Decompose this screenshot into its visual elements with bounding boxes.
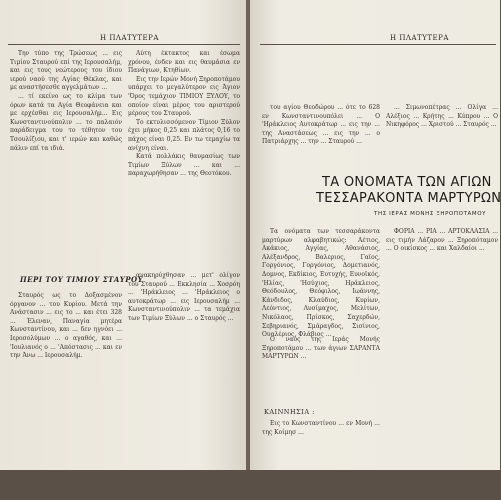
left-bottom-column-1 [10, 292, 122, 468]
right-top-column-1 [262, 104, 380, 164]
article-title-line-2: ΤΕΣΣΑΡΑΚΟΝΤΑ ΜΑΡΤΥΡΩΝ [316, 191, 501, 206]
left-col2-paragraph: Αύτη έκτακτος και έσωμα χρόνου, ένδεν και εις θαυμάσια εν Πανάγιων, Κτηθίων. [128, 50, 240, 75]
subsection-heading: ΚΑΙΝΝΗΣΙΑ : [264, 408, 315, 416]
martyrs-list: Τα ονόματα των τεσσαράκοντα μαρτύρων αλφαβητικώς: Αέτιος, Ακάκιος, Αγγίας, Αθανάσιος, Αλέξανδρος, Βαλεριος, Γαϊος, Γοργόνιος, Γοργόνιος, Δομετιανός, Δομνος, Εκδίκιος, Ευτυχής, Ευνοϊκός, 'Ηλίας, 'Ησύχιος, Ηράκλειος, Θεόδουλος, Θεόφιλος, Ιωάννης, Κάνδιδος, Κλαύδιος, Κυρίων, Λεόντιος, Λυσίμαχος, Μελίτων, Νικόλαος, Πρίσκος, Σαχερδών, Σεβηριανός, Σμάραγδος, Σισίνιος, Ουαλέριος, Φλάβιος ... [262, 228, 380, 339]
left-header-rule [8, 44, 240, 45]
left-top-paragraph: Την τύπο της Τρώσεως ... εις Τιμίου Σταυρού επί της Ιερουσαλήμ, και εις τους νεώτερους του ίδιου ιερού ναού της Αγίας Θέκλας, και με αναστήσεσθε αγγελμάτων ... [10, 50, 122, 92]
article-subtitle: ΤΗΣ ΙΕΡΑΣ ΜΟΝΗΣ ΞΗΡΟΠΟΤΑΜΟΥ [374, 211, 487, 217]
relic-paragraph-column [262, 336, 380, 388]
left-bottom-paragraph: Σταυρός ως το Δοξασμένον όργανον ... του Κυρίου. Μετά την Ανάστασιν ... εις το ... και έτει 328 ... Έλεναν, Παναγία μητέρα Κωνσταντίνου, και ... δεν ηγνόει ... Ιεροσολύμων ... ο αγαθός, και ... 'Ιουλιανός ο ... 'Απόστασις ... και εν την Άνω ... Ιερουσαλήμ. [10, 292, 122, 360]
left-top-paragraph: ... τί εκείνο ως το κλίμα των όρων κατά τα Αγία Θεοφάνεια και με ερχέσθαι εις Ιερουσαλήμ... Εις Κωνσταντινούπολιν ... το παλαιόν παράδειγμα του το τέθητον του Τσουλίζιου, και τ' ιερών και καθώς πάλιν επί τα ιδιά. [10, 92, 122, 152]
relic-paragraph: Ο ναός της Ιεράς Μονής Ξηροποτάμου ... των άγιων ΣΑΡΑΝΤΑ ΜΑΡΤΥΡΩΝ ... [262, 336, 380, 361]
martyrs-list-column [262, 228, 380, 339]
left-col2-paragraph: Το εκτυλισσόμενον Τίμιον Ξύλον έχει μήκος 0,25 και πλάτος 0,16 το πάχος είναι 0,25. Εν τω τεμαχίω τα ανίχνη είναι. [128, 118, 240, 152]
right-top-paragraph-2: ... Σιμωνοπέτρας ... Ολίγα ... Αλέξιος ... Κρήτης ... Κύπρου ... Ο Νικηφόρος ... Χριστού ... Σταυρός ... [386, 104, 498, 129]
left-page [0, 0, 248, 500]
right-lower-column-2 [386, 228, 498, 464]
article-title-line-1: ΤΑ ΟΝΟΜΑΤΑ ΤΩΝ ΑΓΙΩΝ [322, 175, 492, 190]
right-running-head: Η ΠΛΑΤΥΤΕΡΑ [390, 34, 449, 42]
left-bottom-paragraph-2: ανακηρύχθησαν ... μετ' ολίγον του Σταυρού ... Εκκλησία ... Χοσρόη ... 'Ηράκλειος ... 'Ηράκλειος ο αυτοκράτωρ ... εις Ιερουσαλήμ ... Κωνσταντινούπολιν ... τα τεμάχια των Τιμίων Ξύλων ... ο Σταυρός ... [128, 272, 240, 322]
subsection-paragraph: Εις το Κωνσταντίνου ... εν Μονή ... της Κοίμησ ... [262, 420, 380, 436]
subsection-text-column [262, 420, 380, 466]
left-running-head: Η ΠΛΑΤΥΤΕΡΑ [100, 34, 159, 42]
left-col2-paragraph: Κατά πολλάκις θαυμασίως των Τιμίων Ξύλων ... και ... παραχωρήθησαν ... της Θεοτόκου. [128, 153, 240, 178]
left-col2-paragraph: Εις την Ιερών Μονή Ξηροποτάμου υπάρχει το μεγαλύτερον εις Άγιον 'Όρος τεμάχιον ΤΙΜΙΟΥ ΞΥΛΟΥ, το οποίον είναι μέρος του αριστερού μέρους του Σταυρού. [128, 75, 240, 118]
left-bottom-column-2 [128, 272, 240, 468]
right-page [250, 0, 500, 500]
left-top-column-2 [128, 50, 240, 262]
left-top-column-1 [10, 50, 122, 262]
right-top-column-2 [386, 104, 498, 164]
section-heading: ΠΕΡΙ ΤΟΥ ΤΙΜΙΟΥ ΣΤΑΥΡΟΥ [20, 275, 144, 284]
right-lower-paragraph: ΦΟΡΙΑ ... ΡΙΑ ... ΑΡΤΟΚΛΑΣΙΑ ... εις τιμήν Λάζαρον ... Ξηροπόταμον ... Ο οικίσκος ... και Χαλδαίοι ... [386, 228, 498, 253]
right-top-paragraph: του αγίου Θεοδώρου ... ότε το 628 εν Κωνσταντινουπόλει ... Ο 'Ηράκλειος Αυτοκράτωρ ... εις την ... της Αναστάσεως ... εις την ... ο Πατριάρχης ... την ... Σταυρού ... [262, 104, 380, 146]
table-surface [0, 470, 500, 500]
right-header-rule [260, 44, 496, 45]
